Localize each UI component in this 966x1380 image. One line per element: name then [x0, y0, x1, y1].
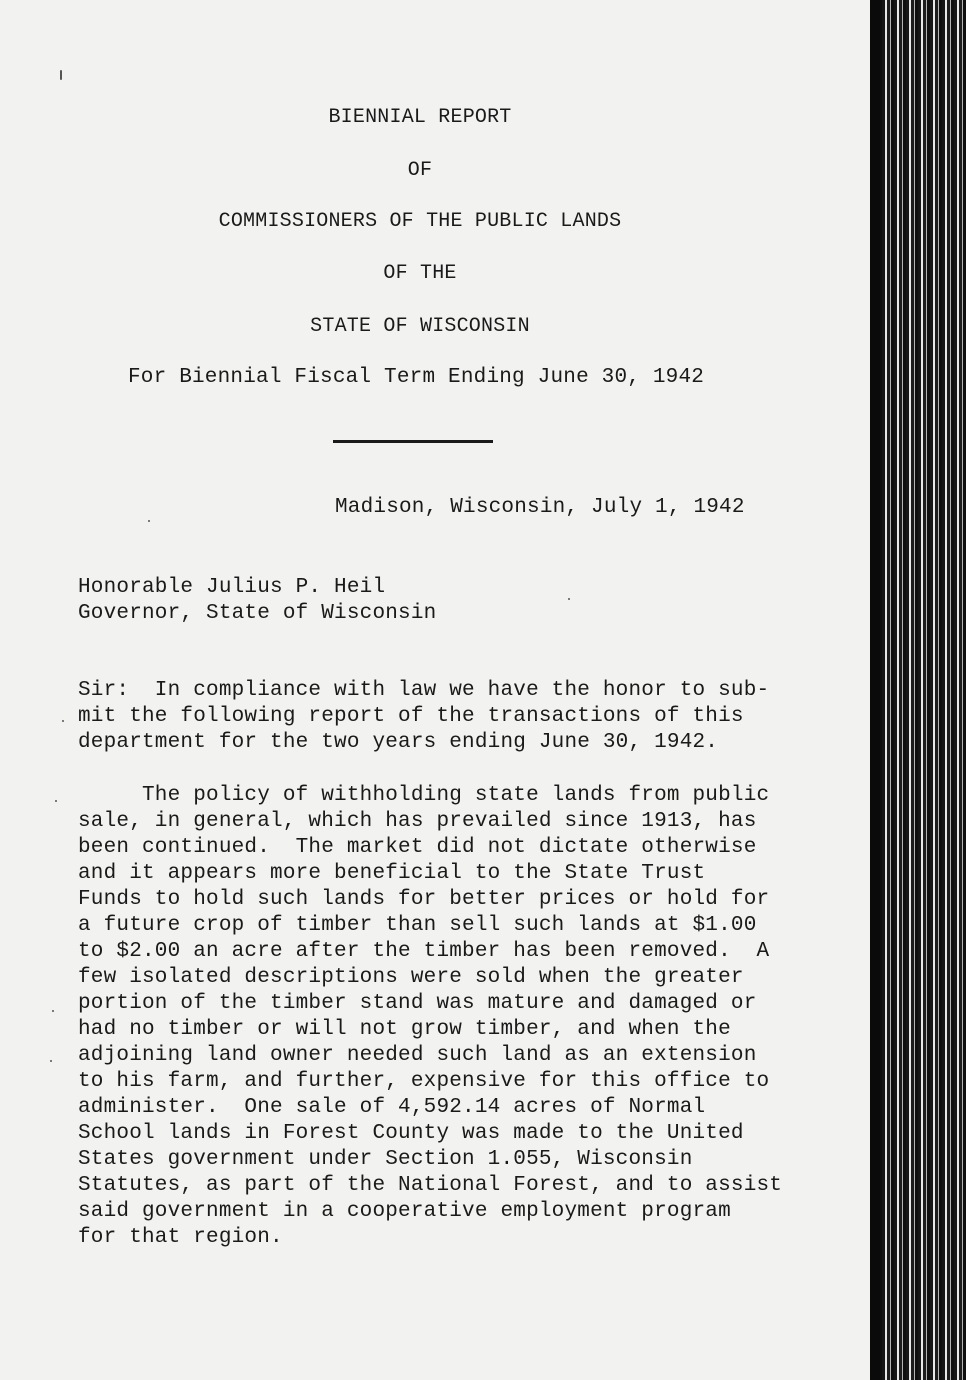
paragraph-line: and it appears more beneficial to the State Trust [78, 862, 706, 885]
paragraph-line: department for the two years ending June 30, 1942. [78, 731, 719, 754]
paragraph-line: sale, in general, which has prevailed since 1913, has [78, 810, 757, 833]
scan-speck [52, 1010, 54, 1012]
fiscal-term-subtitle: For Biennial Fiscal Term Ending June 30, 1942 [128, 366, 705, 389]
dateline: Madison, Wisconsin, July 1, 1942 [335, 496, 745, 519]
title-of: OF [407, 159, 433, 182]
book-page-edges [870, 0, 966, 1380]
report-title: BIENNIAL REPORT [328, 106, 512, 129]
paragraph-line: Funds to hold such lands for better prices or hold for [78, 888, 770, 911]
scan-speck [55, 800, 57, 802]
paragraph-line: States government under Section 1.055, Wisconsin [78, 1148, 693, 1171]
paragraph-line: portion of the timber stand was mature and damaged or [78, 992, 757, 1015]
section-divider [333, 440, 493, 443]
scan-speck [60, 70, 62, 80]
paragraph-line: had no timber or will not grow timber, and when the [78, 1018, 731, 1041]
scan-speck [148, 520, 150, 522]
scan-speck [50, 1060, 52, 1062]
title-state: STATE OF WISCONSIN [310, 315, 530, 338]
paragraph-line: Statutes, as part of the National Forest, and to assist [78, 1174, 783, 1197]
paragraph-line: said government in a cooperative employment program [78, 1200, 731, 1223]
paragraph-line: School lands in Forest County was made to the United [78, 1122, 744, 1145]
paragraph-line: been continued. The market did not dictate otherwise [78, 836, 757, 859]
paragraph-line: administer. One sale of 4,592.14 acres of Normal [78, 1096, 706, 1119]
paragraph-line: The policy of withholding state lands from public [78, 784, 770, 807]
paragraph-line: for that region. [78, 1226, 283, 1249]
paragraph-line: to $2.00 an acre after the timber has been removed. A [78, 940, 770, 963]
scan-speck [62, 720, 64, 722]
addressee-title: Governor, State of Wisconsin [78, 602, 437, 625]
paragraph-line: mit the following report of the transactions of this [78, 705, 744, 728]
paragraph-line: a future crop of timber than sell such lands at $1.00 [78, 914, 757, 937]
scan-speck [568, 598, 570, 600]
title-commissioners: COMMISSIONERS OF THE PUBLIC LANDS [218, 210, 622, 233]
paragraph-line: Sir: In compliance with law we have the honor to sub- [78, 679, 770, 702]
paragraph-line: adjoining land owner needed such land as an extension [78, 1044, 757, 1067]
paragraph-line: few isolated descriptions were sold when the greater [78, 966, 744, 989]
addressee-name: Honorable Julius P. Heil [78, 576, 386, 599]
title-of-the: OF THE [383, 262, 457, 285]
paragraph-line: to his farm, and further, expensive for this office to [78, 1070, 770, 1093]
